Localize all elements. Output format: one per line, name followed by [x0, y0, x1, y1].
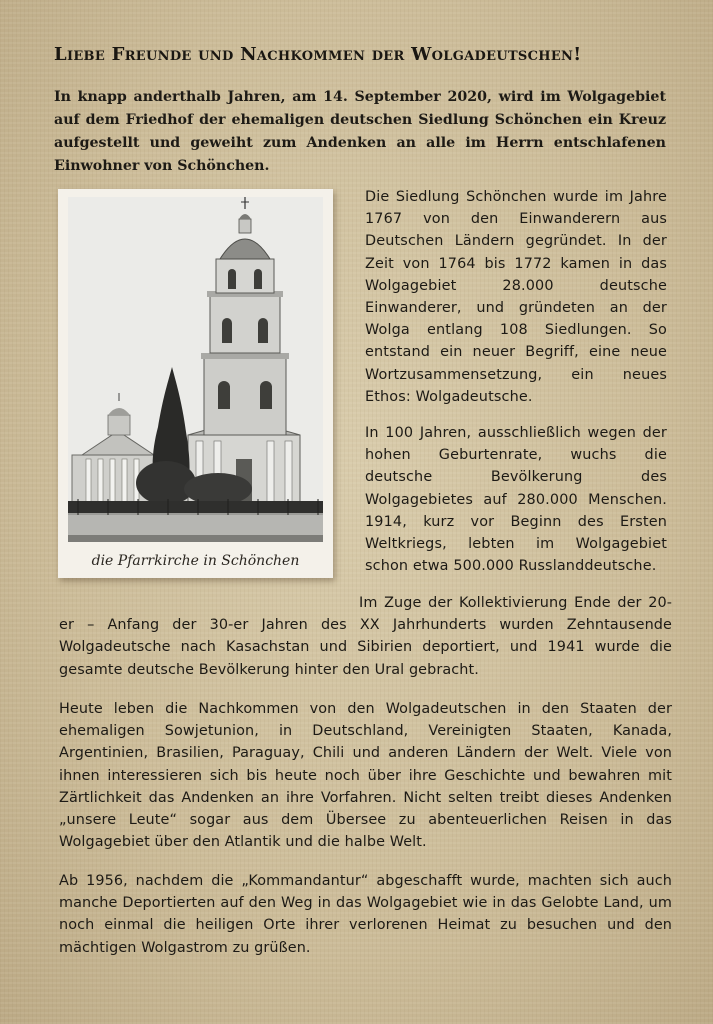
- page-heading: Liebe Freunde und Nachkommen der Wolgadeutschen!: [54, 44, 582, 65]
- paragraph-text-end: schon etwa 500.000 Russlanddeutsche.: [365, 558, 657, 575]
- paragraph-text: Im Zuge der Kollektivierung Ende der 20-er – Anfang der 30-er Jahren des XX Jahrhunderts wurden Zehntausende Wolgadeutsche nach Kasachstan und Sibirien deportiert, und 1941 wurde die gesamte deutsche Bevölkerung hinter den Ural gebracht.: [59, 595, 672, 678]
- photo-caption: die Pfarrkirche in Schönchen: [91, 553, 300, 569]
- church-photo-frame: [58, 189, 333, 578]
- paragraph-text: In 100 Jahren, ausschließlich wegen der hohen Geburtenrate, wuchs die deutsche Bevölkerung des Wolgagebietes auf 280.000 Menschen. 1914, kurz vor Beginn des Ersten Weltkriegs, lebten im Wolgagebiet: [365, 425, 667, 553]
- paragraph-descendants: Heute leben die Nachkommen von den Wolgadeutschen in den Staaten der ehemaligen Sowjetunion, in Deutschland, Vereinigten Staaten, Kanada, Argentinien, Brasilien, Paraguay, Chili und anderen Ländern der Welt. Viele von ihnen interessieren sich bis heute noch über ihre Geschichte und bewahren mit Zärtlichkeit das Andenken an ihre Vorfahren. Nicht selten treibt dieses Andenken „unsere Leute“ sogar aus dem Übersee zu abenteuerlichen Reisen in das Wolgagebiet über den Atlantik und die halbe Welt.: [59, 701, 672, 851]
- paragraph-text: Die Siedlung Schönchen wurde im Jahre 1767 von den Einwanderern aus Deutschen Ländern gegründet. In der Zeit von 1764 bis 1772 kamen in das Wolgagebiet 28.000 deutsche Einwanderer, und gründeten an der Wolga entlang 108 Siedlungen. So entstand ein neuer Begriff, eine neue Wortzusammensetzung, ein neues: [365, 189, 667, 383]
- paragraph-text-end: Ethos: Wolgadeutsche.: [365, 388, 533, 405]
- church-photo: [68, 197, 323, 542]
- church-illustration: [68, 197, 323, 542]
- paragraph-population-growth: [365, 422, 667, 577]
- paragraph-deportation: [59, 592, 672, 681]
- paragraph-settlement-history: [365, 186, 667, 408]
- paragraph-return-journeys: Ab 1956, nachdem die „Kommandantur“ abgeschafft wurde, machten sich auch manche Deportierten auf den Weg in das Wolgagebiet wie in das Gelobte Land, um noch einmal die heiligen Orte ihrer verlorenen Heimat zu besuchen und den mächtigen Wolgastrom zu grüßen.: [59, 873, 672, 956]
- intro-paragraph: In knapp anderthalb Jahren, am 14. September 2020, wird im Wolgagebiet auf dem Friedhof der ehemaligen deutschen Siedlung Schönchen ein Kreuz aufgestellt und geweiht zum Andenken an alle im Herrn entschlafenen Einwohner von Schönchen.: [54, 89, 666, 174]
